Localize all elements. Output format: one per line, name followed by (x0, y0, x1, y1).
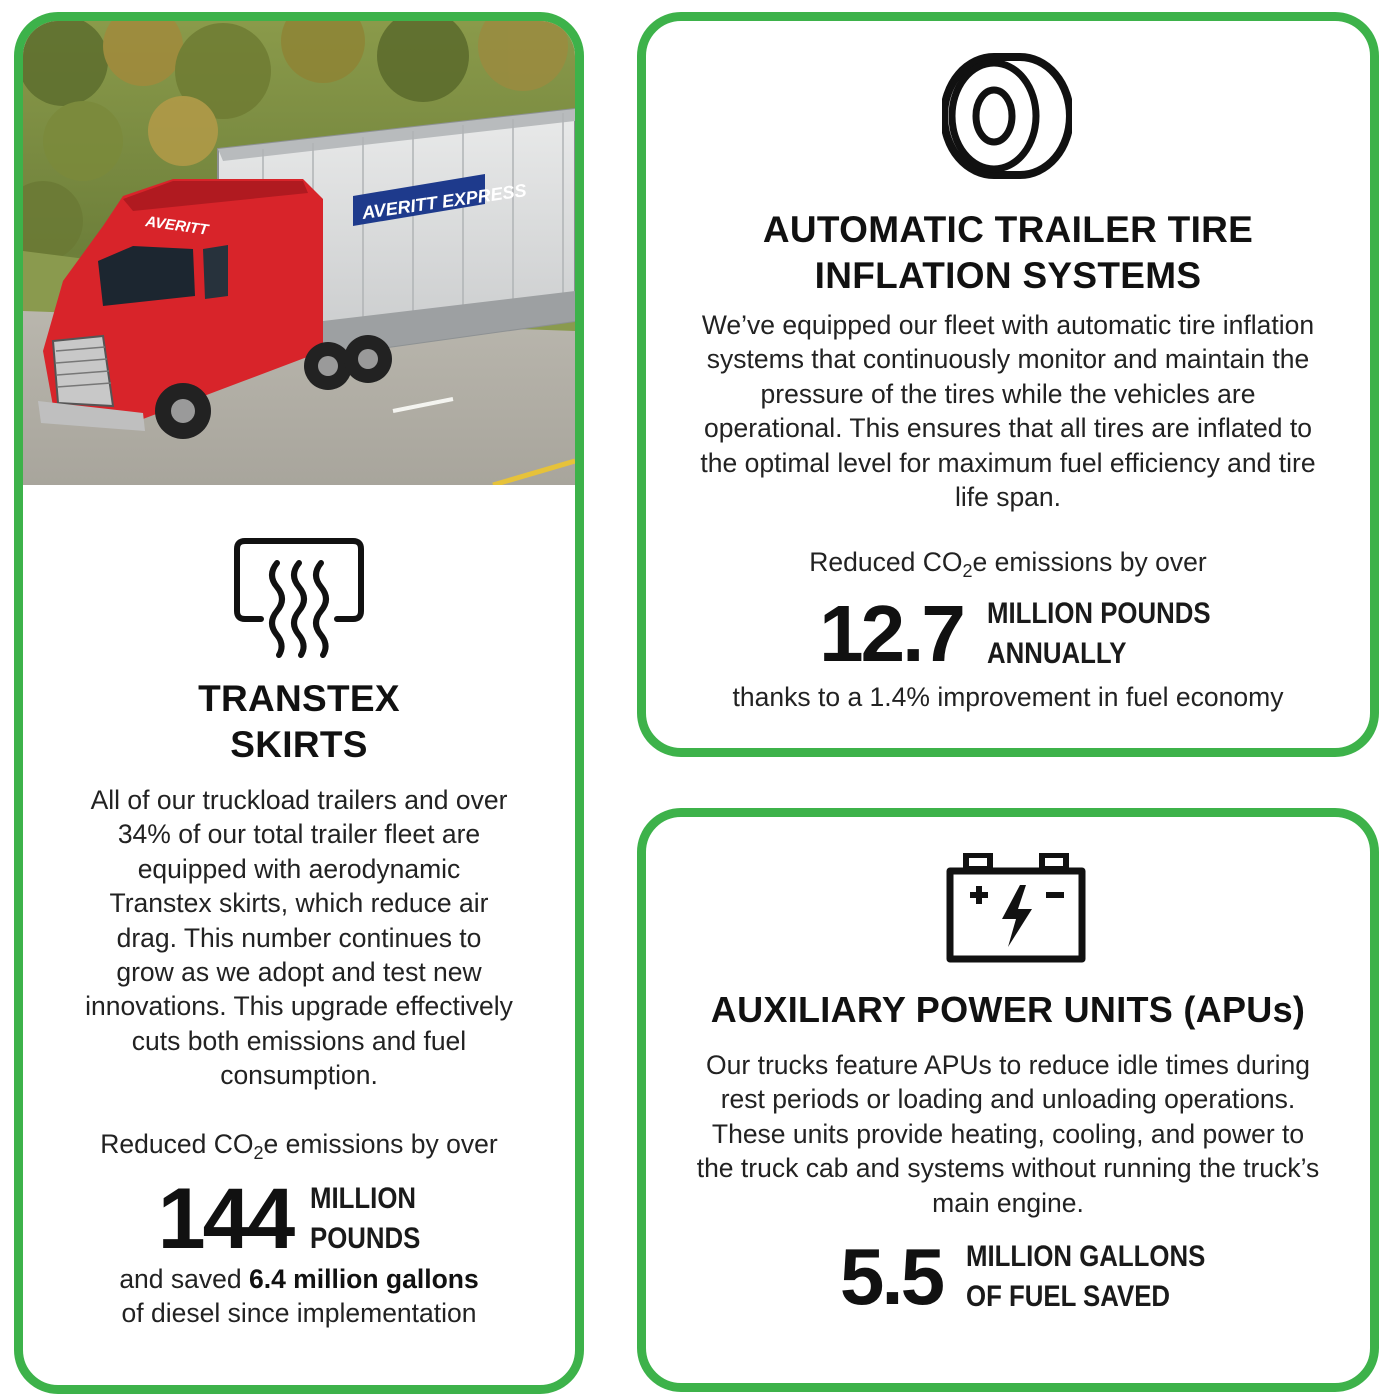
apu-unit: MILLION GALLONS OF FUEL SAVED (966, 1240, 1206, 1313)
apu-value: 5.5 (839, 1232, 943, 1321)
apu-title: AUXILIARY POWER UNITS (APUs) (710, 989, 1306, 1030)
tire-stat (646, 589, 1370, 678)
transtex-title-line1: TRANSTEX (198, 678, 400, 719)
transtex-description: All of our truckload trailers and over 34% of our total trailer fleet are equipped with aerodynamic Transtex skirts, which reduce air drag. This number continues to grow as we adopt and test new innovations. This upgrade effectively cuts both emissions and fuel consumption. (85, 785, 513, 1091)
battery-icon (946, 853, 1086, 965)
trailer-logo: AVERITT EXPRESS (360, 180, 528, 223)
cab-logo: AVERITT (144, 213, 210, 239)
apu-card (637, 808, 1379, 1392)
transtex-intro: Reduced $CO_2e$ emissions by over (100, 1129, 498, 1163)
tire-description: We’ve equipped our fleet with automatic tire inflation systems that continuously monitor and maintain the pressure of the tires while the vehicles are operational. This ensures that all tires are inflated to the optimal level for maximum fuel efficiency and tire life span. (700, 310, 1316, 513)
transtex-stat (14, 1171, 575, 1267)
transtex-title-line2: SKIRTS (230, 724, 368, 765)
apu-description: Our trucks feature APUs to reduce idle times during rest periods or loading and unloading operations. These units provide heating, cooling, and power to the truck cab and systems without running the truck’s main engine. (696, 1050, 1320, 1218)
transtex-card (14, 12, 584, 1394)
apu-stat (646, 1232, 1370, 1321)
tire-title-line2: INFLATION SYSTEMS (814, 255, 1202, 296)
truck-photo (23, 21, 575, 485)
tire-title-line1: AUTOMATIC TRAILER TIRE (762, 209, 1254, 250)
tire-unit: MILLION POUNDS ANNUALLY (986, 597, 1211, 670)
tire-intro: Reduced $CO_2e$ emissions by over (809, 547, 1207, 581)
heat-waves-icon (229, 533, 369, 663)
transtex-footer: and saved 6.4 million gallons of diesel since implementation (119, 1264, 479, 1329)
tire-inflation-card (637, 12, 1379, 757)
transtex-value: 144 (157, 1171, 293, 1267)
tire-value: 12.7 (819, 589, 963, 678)
tire-icon (942, 51, 1072, 181)
transtex-unit: MILLION POUNDS (310, 1182, 421, 1255)
tire-footer: thanks to a 1.4% improvement in fuel economy (732, 682, 1284, 712)
